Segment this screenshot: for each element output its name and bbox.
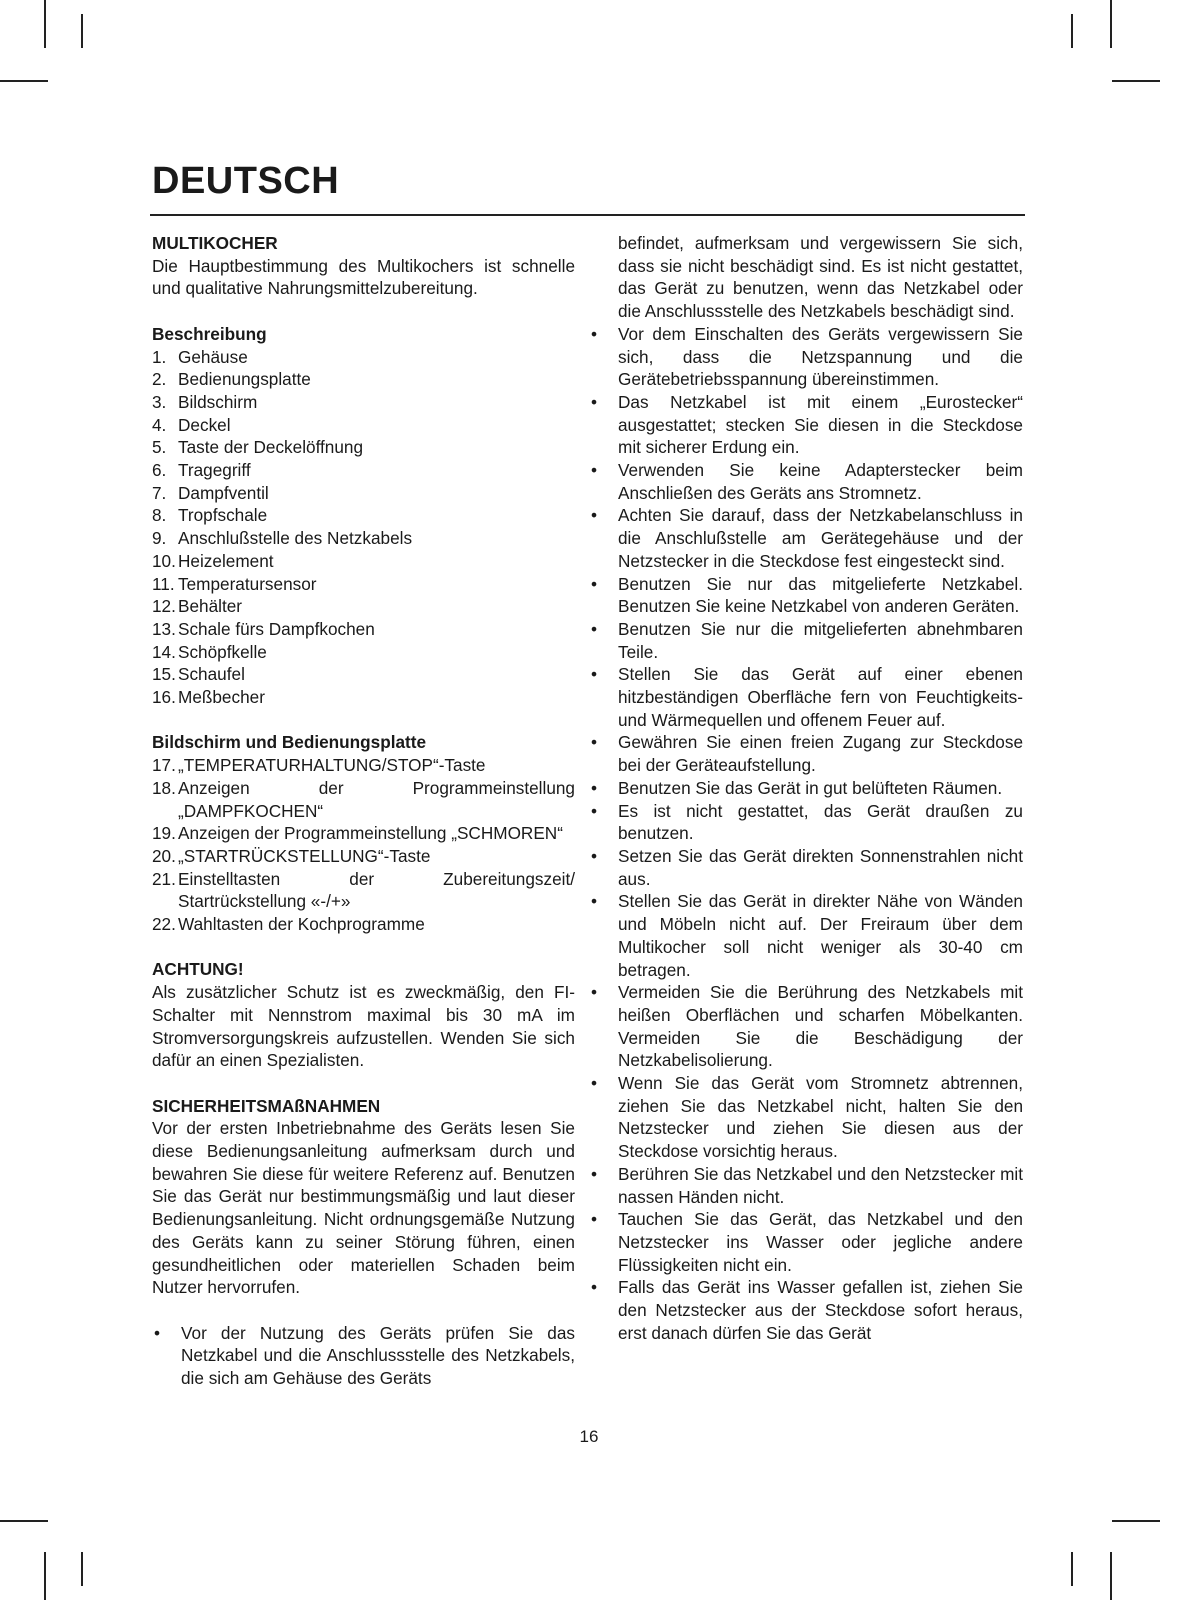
list-item: • Berühren Sie das Netzkabel und den Netzstecker mit nassen Händen nicht.	[591, 1163, 1023, 1207]
list-item: • Wenn Sie das Gerät vom Stromnetz abtrennen, ziehen Sie das Netzkabel nicht, halten Sie den Netzstecker und ziehen Sie diesen aus der Steckdose vorsichtig heraus.	[591, 1073, 1023, 1162]
section-heading: Bildschirm und Bedienungsplatte	[152, 732, 427, 753]
parts-list	[152, 346, 575, 709]
list-item: 15. Schaufel	[152, 664, 245, 685]
section-heading: ACHTUNG!	[152, 959, 244, 980]
attention-paragraph: Als zusätzlicher Schutz ist es zweckmäßig, den FI-Schalter mit Nennstrom maximal bis 30 mA im Stromversorgungskreis aufzustellen. Wenden Sie sich dafür an einen Spezialisten.	[152, 982, 575, 1071]
list-item: 12. Behälter	[152, 596, 243, 617]
bullet-icon: •	[591, 460, 598, 481]
list-item: • Stellen Sie das Gerät in direkter Nähe von Wänden und Möbeln nicht auf. Der Freiraum über dem Multikocher soll nicht weniger als 30-40 cm betragen.	[591, 891, 1023, 980]
bullet-icon: •	[591, 891, 598, 912]
list-item: 7. Dampfventil	[152, 482, 269, 503]
section-heading: SICHERHEITSMAßNAHMEN	[152, 1095, 381, 1116]
bullet-icon: •	[591, 505, 598, 526]
list-item: • Benutzen Sie das Gerät in gut belüfteten Räumen.	[591, 777, 1003, 798]
left-column	[152, 232, 575, 1390]
bullet-icon: •	[591, 391, 598, 412]
safety-paragraph: Vor der ersten Inbetriebnahme des Geräts lesen Sie diese Bedienungsanleitung aufmerksam durch und bewahren Sie diese für weitere Referenz auf. Benutzen Sie das Gerät nur bestimmungsmäßig und laut dieser Bedienungsanleitung. Nicht ordnungsgemäße Nutzung des Geräts kann zu seiner Störung führen, einen gesundheitlichen oder materiellen Schaden beim Nutzer hervorrufen.	[152, 1118, 575, 1298]
title-divider	[150, 214, 1025, 216]
page-number: 16	[579, 1427, 599, 1446]
list-item: • Gewähren Sie einen freien Zugang zur Steckdose bei der Geräteaufstellung.	[591, 732, 1023, 776]
section-heading: MULTIKOCHER	[152, 233, 278, 253]
bullet-icon: •	[591, 800, 598, 821]
list-item: 4. Deckel	[152, 414, 231, 435]
bullet-icon: •	[591, 1163, 598, 1184]
list-item: 1. Gehäuse	[152, 346, 248, 367]
list-item: 10. Heizelement	[152, 550, 274, 571]
bullet-icon: •	[591, 1277, 598, 1298]
bullet-icon: •	[591, 845, 598, 866]
crop-mark	[44, 1552, 46, 1600]
bullet-continuation: befindet, aufmerksam und vergewissern Sie sich, dass sie nicht beschädigt sind. Es ist nicht gestattet, das Gerät zu benutzen, wenn das Netzkabel oder die Anschlussstelle des Netzkabels beschädigt sind.	[618, 233, 1023, 322]
intro-paragraph: Die Hauptbestimmung des Multikochers ist schnelle und qualitative Nahrungsmittelzubereitung.	[152, 255, 575, 299]
bullet-icon: •	[591, 618, 598, 639]
list-item: 11. Temperatursensor	[152, 573, 317, 594]
crop-mark	[1112, 80, 1160, 82]
list-item: • Setzen Sie das Gerät direkten Sonnenstrahlen nicht aus.	[591, 845, 1023, 889]
list-item: 5. Taste der Deckelöffnung	[152, 437, 364, 458]
crop-mark	[81, 1552, 83, 1586]
bullet-icon: •	[591, 1073, 598, 1094]
list-item: 3. Bildschirm	[152, 391, 258, 412]
bullet-icon: •	[591, 323, 598, 344]
list-item: 16. Meßbecher	[152, 687, 265, 708]
list-item: 2. Bedienungsplatte	[152, 369, 311, 390]
list-item: • Das Netzkabel ist mit einem „Eurostecker“ ausgestattet; stecken Sie diesen in die Steckdose mit sicherer Erdung ein.	[591, 391, 1023, 458]
list-item: 13. Schale fürs Dampfkochen	[152, 618, 375, 639]
list-item: 17. „TEMPERATURHALTUNG/STOP“-Taste	[152, 755, 486, 776]
bullet-icon: •	[591, 777, 598, 798]
right-column	[589, 232, 1023, 1344]
crop-mark	[0, 1520, 48, 1522]
list-item: • Vor dem Einschalten des Geräts vergewissern Sie sich, dass die Netzspannung und die Gerätebetriebsspannung übereinstimmen.	[591, 323, 1023, 390]
list-item: • Vor der Nutzung des Geräts prüfen Sie das Netzkabel und die Anschlussstelle des Netzkabels, die sich am Gehäuse des Geräts	[154, 1322, 575, 1389]
list-item: • Falls das Gerät ins Wasser gefallen ist, ziehen Sie den Netzstecker aus der Steckdose sofort heraus, erst danach dürfen Sie das Gerät	[591, 1277, 1023, 1343]
safety-list	[589, 323, 1023, 1345]
page-title: DEUTSCH	[152, 160, 340, 202]
bullet-icon: •	[591, 732, 598, 753]
crop-mark	[44, 0, 46, 48]
crop-mark	[0, 80, 48, 82]
crop-mark	[81, 14, 83, 48]
crop-mark	[1110, 0, 1112, 48]
crop-mark	[1110, 1552, 1112, 1600]
list-item: • Vermeiden Sie die Berührung des Netzkabels mit heißen Oberflächen und scharfen Möbelkanten. Vermeiden Sie die Beschädigung der Netzkabelisolierung.	[591, 982, 1023, 1071]
list-item: • Tauchen Sie das Gerät, das Netzkabel und den Netzstecker ins Wasser oder jegliche andere Flüssigkeiten nicht ein.	[591, 1209, 1023, 1275]
list-item: 19. Anzeigen der Programmeinstellung „SCHMOREN“	[152, 823, 563, 844]
bullet-icon: •	[154, 1322, 161, 1343]
crop-mark	[1071, 1552, 1073, 1586]
list-item: 8. Tropfschale	[152, 505, 268, 526]
list-item: • Stellen Sie das Gerät auf einer ebenen hitzbeständigen Oberfläche fern von Feuchtigkeits- und Wärmequellen und offenem Feuer auf.	[591, 664, 1023, 730]
list-item: 14. Schöpfkelle	[152, 641, 267, 662]
bullet-icon: •	[591, 664, 598, 685]
crop-mark	[1112, 1520, 1160, 1522]
list-item: 18. Anzeigen der Programmeinstellung „DAMPFKOCHEN“	[152, 777, 575, 821]
bullet-icon: •	[591, 573, 598, 594]
list-item: 22. Wahltasten der Kochprogramme	[152, 914, 425, 935]
list-item: • Verwenden Sie keine Adapterstecker beim Anschließen des Geräts ans Stromnetz.	[591, 460, 1023, 503]
crop-mark	[1071, 14, 1073, 48]
section-heading: Beschreibung	[152, 323, 267, 344]
bullet-icon: •	[591, 982, 598, 1003]
list-item: • Benutzen Sie nur das mitgelieferte Netzkabel. Benutzen Sie keine Netzkabel von anderen Geräten.	[591, 573, 1023, 617]
list-item: • Achten Sie darauf, dass der Netzkabelanschluss in die Anschlußstelle am Gerätegehäuse und der Netzstecker in die Steckdose fest eingesteckt sind.	[591, 505, 1023, 571]
list-item: 20. „STARTRÜCKSTELLUNG“-Taste	[152, 845, 431, 866]
list-item: • Es ist nicht gestattet, das Gerät draußen zu benutzen.	[591, 800, 1023, 844]
list-item: 9. Anschlußstelle des Netzkabels	[152, 528, 413, 549]
panel-list	[152, 754, 575, 936]
list-item: • Benutzen Sie nur die mitgelieferten abnehmbaren Teile.	[591, 618, 1023, 662]
bullet-icon: •	[591, 1209, 598, 1230]
list-item: 6. Tragegriff	[152, 460, 251, 481]
list-item: 21. Einstelltasten der Zubereitungszeit/ Startrückstellung «-/+»	[152, 868, 575, 912]
